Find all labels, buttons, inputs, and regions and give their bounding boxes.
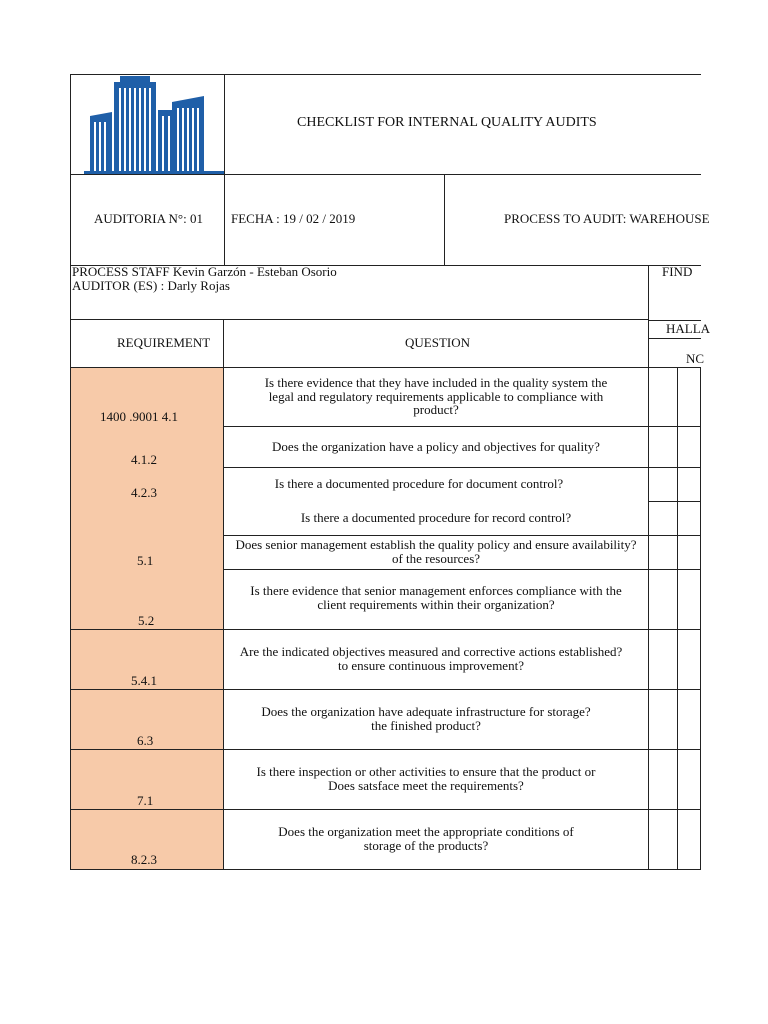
requirement-code: 1400 .9001 4.1 — [100, 409, 178, 424]
halla-label: HALLA — [666, 321, 711, 336]
document-title: CHECKLIST FOR INTERNAL QUALITY AUDITS — [297, 115, 597, 130]
auditoria-number: AUDITORIA N°: 01 — [94, 211, 203, 226]
question-text: Is there evidence that senior management enforces compliance with the client requirements within their organization? — [250, 583, 622, 612]
process-to-audit: PROCESS TO AUDIT: WAREHOUSE — [504, 211, 710, 226]
requirement-code: 5.2 — [138, 613, 155, 628]
requirement-code: 6.3 — [137, 733, 154, 748]
question-text: Is there a documented procedure for document control? — [274, 476, 564, 491]
question-text: Is there inspection or other activities to ensure that the product or Does satsface meet the requirements? — [256, 764, 596, 793]
find-label: FIND — [662, 264, 693, 279]
question-text: Does senior management establish the quality policy and ensure availability? of the resources? — [235, 537, 637, 566]
question-text: Does the organization have a policy and objectives for quality? — [272, 439, 600, 454]
requirement-code: 5.1 — [137, 553, 154, 568]
question-text: Does the organization have adequate infrastructure for storage? the finished product? — [261, 704, 591, 733]
audit-date: FECHA : 19 / 02 / 2019 — [231, 211, 356, 226]
requirement-code: 7.1 — [137, 793, 154, 808]
question-text: Is there evidence that they have included in the quality system the legal and regulatory requirements applicable to compliance with product? — [264, 375, 608, 417]
requirement-code: 4.2.3 — [131, 485, 157, 500]
auditor-name: AUDITOR (ES) : Darly Rojas — [72, 278, 230, 293]
question-header: QUESTION — [405, 335, 470, 350]
process-staff: PROCESS STAFF Kevin Garzón - Esteban Osorio — [72, 264, 337, 279]
nc-label: NC — [686, 351, 705, 366]
requirement-code: 5.4.1 — [131, 673, 157, 688]
question-text: Is there a documented procedure for record control? — [300, 510, 572, 525]
question-text: Does the organization meet the appropriate conditions of storage of the products? — [278, 824, 574, 853]
requirement-code: 4.1.2 — [131, 452, 157, 467]
office-buildings-icon — [84, 74, 224, 174]
requirement-code: 8.2.3 — [131, 852, 157, 867]
requirement-header: REQUIREMENT — [117, 335, 211, 350]
question-text: Are the indicated objectives measured and corrective actions established? to ensure continuous improvement? — [239, 644, 623, 673]
